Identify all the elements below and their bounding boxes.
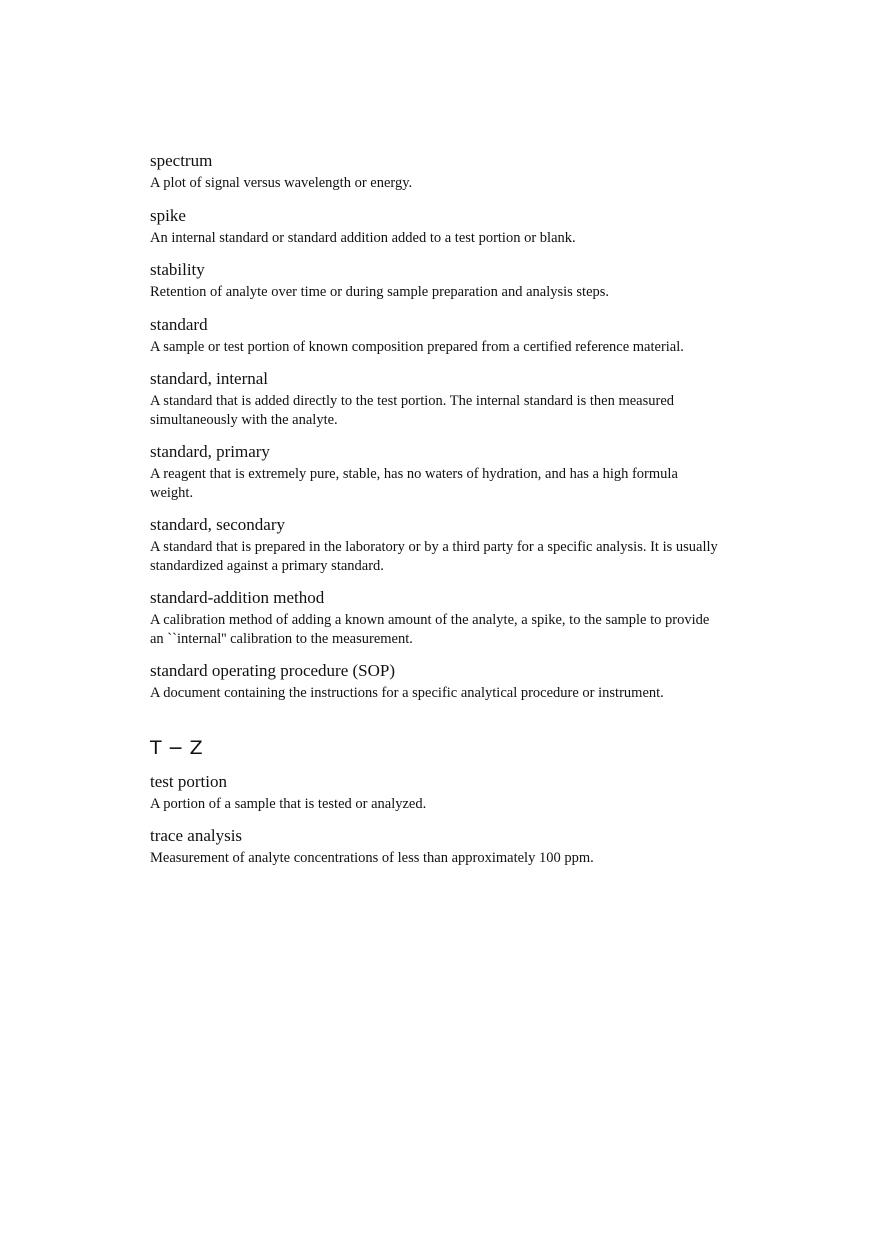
glossary-definition: A calibration method of adding a known amount of the analyte, a spike, to the sample to provide an ``internal'' calibration to the measurement. [150, 612, 710, 647]
glossary-definition: A plot of signal versus wavelength or energy. [150, 175, 413, 191]
glossary-entry-standard-secondary [150, 514, 720, 575]
glossary-term: standard [150, 314, 208, 334]
glossary-definition: A standard that is added directly to the test portion. The internal standard is then measured simultaneously with the analyte. [150, 393, 675, 428]
glossary-entry-trace-analysis [150, 825, 720, 868]
glossary-term: spectrum [150, 151, 213, 170]
glossary-definition: A reagent that is extremely pure, stable, has no waters of hydration, and has a high formula weight. [150, 466, 678, 501]
glossary-term: standard, internal [150, 369, 269, 388]
glossary-entry-sop [150, 660, 720, 703]
glossary-entry-test-portion [150, 771, 720, 814]
glossary-term: stability [150, 260, 205, 279]
glossary-definition: A portion of a sample that is tested or analyzed. [150, 795, 427, 812]
glossary-term: spike [150, 205, 186, 225]
glossary-term: standard-addition method [150, 588, 325, 607]
glossary-term: trace analysis [150, 826, 243, 845]
glossary-entry-standard-primary [150, 441, 720, 502]
glossary-page [150, 150, 720, 880]
glossary-entry-spectrum [150, 150, 720, 193]
section-heading: T − Z [150, 736, 203, 759]
glossary-entry-standard-addition-method [150, 587, 720, 648]
glossary-entry-stability [150, 259, 720, 302]
glossary-entry-standard [150, 314, 720, 357]
glossary-definition: A document containing the instructions for a specific analytical procedure or instrument. [150, 685, 664, 701]
glossary-term: standard, secondary [150, 515, 286, 534]
glossary-entry-standard-internal [150, 368, 720, 429]
glossary-term: standard, primary [150, 442, 270, 461]
glossary-definition: Retention of analyte over time or during sample preparation and analysis steps. [150, 284, 610, 300]
glossary-definition: A sample or test portion of known composition prepared from a certified reference material. [150, 338, 684, 355]
glossary-term: standard operating procedure (SOP) [150, 661, 396, 680]
glossary-definition: An internal standard or standard addition added to a test portion or blank. [150, 229, 576, 246]
glossary-definition: Measurement of analyte concentrations of less than approximately 100 ppm. [150, 850, 594, 866]
glossary-term: test portion [150, 771, 227, 791]
glossary-entry-spike [150, 205, 720, 248]
glossary-definition: A standard that is prepared in the laboratory or by a third party for a specific analysis. It is usually standardized against a primary standard. [150, 539, 718, 574]
